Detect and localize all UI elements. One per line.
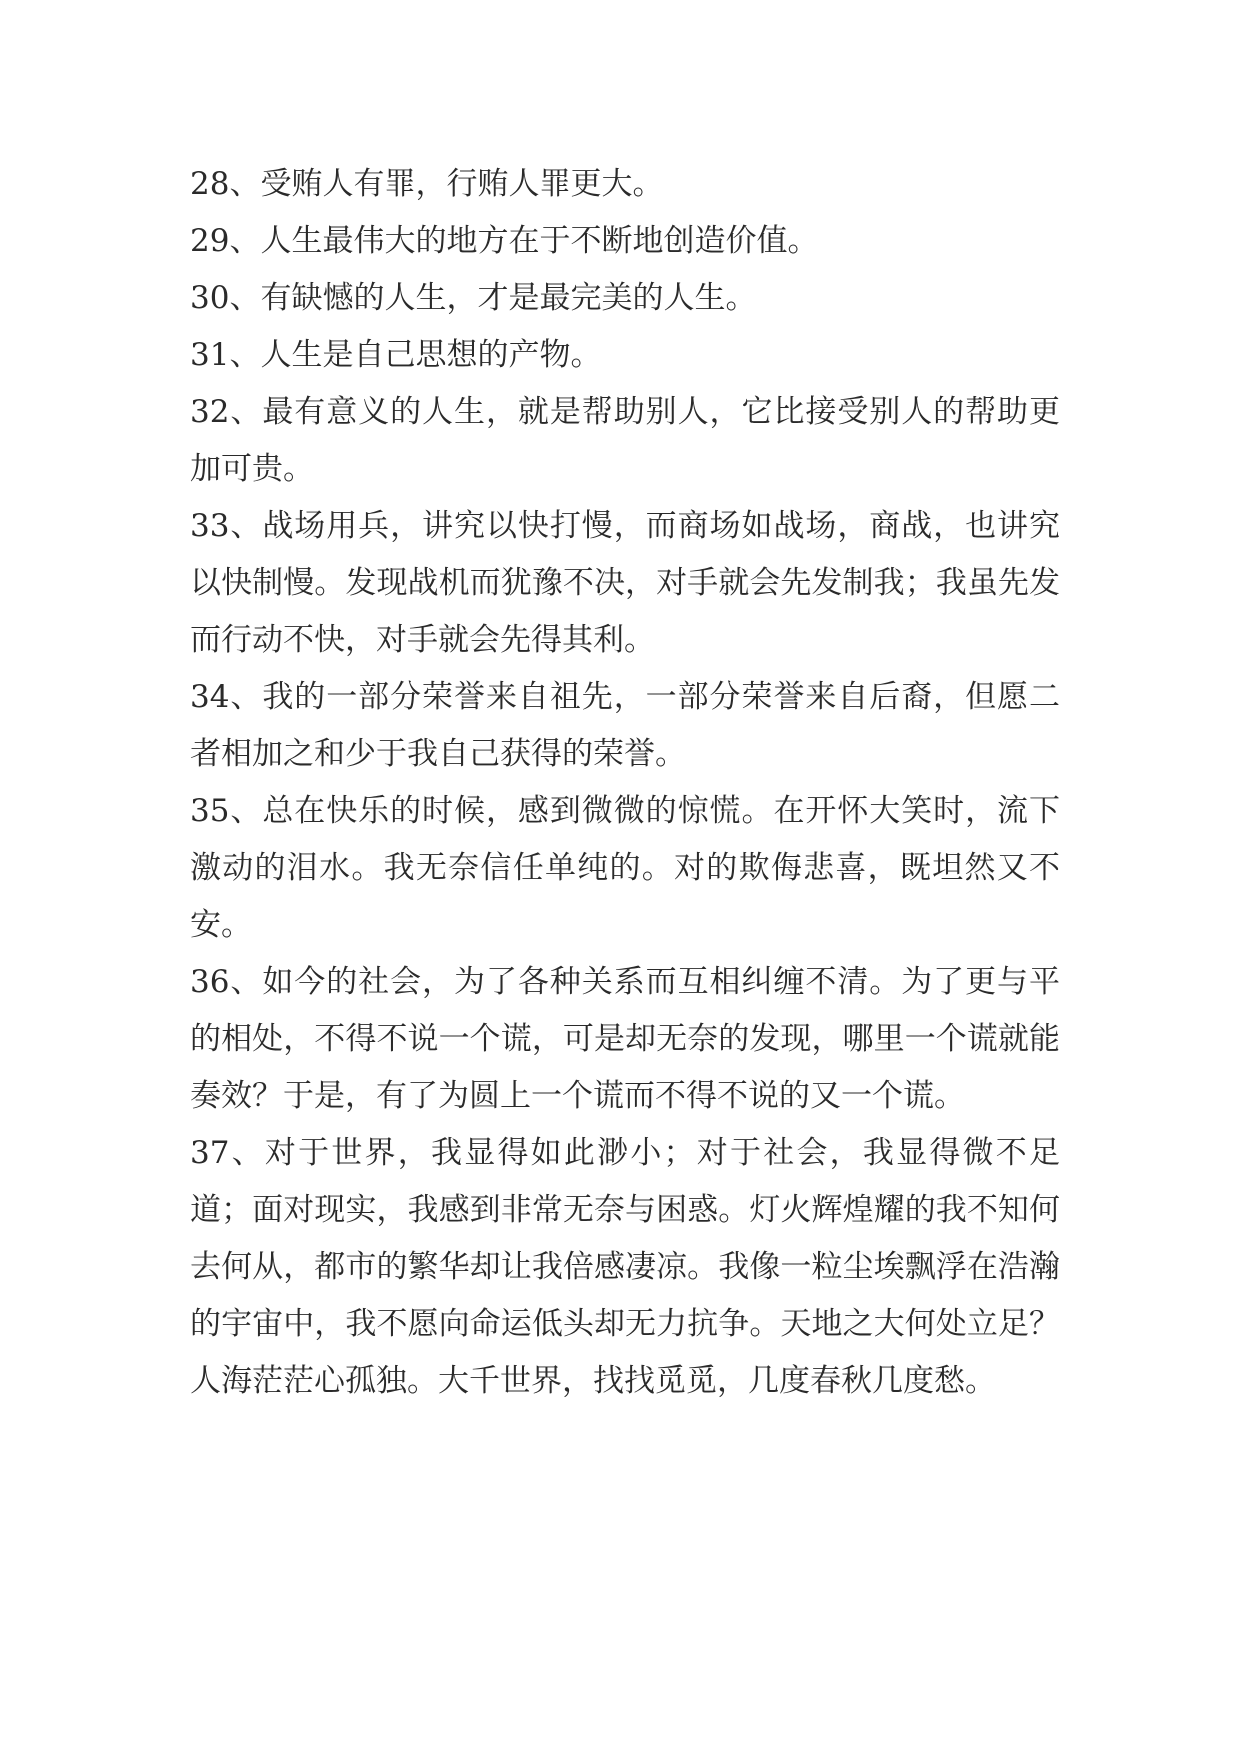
paragraph-37: 37、对于世界，我显得如此渺小；对于社会，我显得微不足道；面对现实，我感到非常无奈与困惑。灯火辉煌耀的我不知何去何从，都市的繁华却让我倍感凄凉。我像一粒尘埃飘浮在浩瀚的宇宙中，我不愿向命运低头却无力抗争。天地之大何处立足？人海茫茫心孤独。大千世界，找找觅觅，几度春秋几度愁。 [190,1135,1060,1399]
paragraph-30: 30、有缺憾的人生，才是最完美的人生。 [190,280,757,316]
paragraph-34: 34、我的一部分荣誉来自祖先，一部分荣誉来自后裔，但愿二者相加之和少于我自己获得的荣誉。 [190,679,1060,772]
paragraph-33: 33、战场用兵，讲究以快打慢，而商场如战场，商战，也讲究以快制慢。发现战机而犹豫不决，对手就会先发制我；我虽先发而行动不快，对手就会先得其利。 [190,508,1060,658]
paragraph-31: 31、人生是自己思想的产物。 [190,337,602,373]
paragraph-36: 36、如今的社会，为了各种关系而互相纠缠不清。为了更与平的相处，不得不说一个谎，可是却无奈的发现，哪里一个谎就能奏效？于是，有了为圆上一个谎而不得不说的又一个谎。 [190,964,1060,1114]
paragraph-29: 29、人生最伟大的地方在于不断地创造价值。 [190,223,819,259]
paragraph-35: 35、总在快乐的时候，感到微微的惊慌。在开怀大笑时，流下激动的泪水。我无奈信任单纯的。对的欺侮悲喜，既坦然又不安。 [190,793,1060,943]
paragraph-28: 28、受贿人有罪，行贿人罪更大。 [190,166,664,202]
paragraph-32: 32、最有意义的人生，就是帮助别人，它比接受别人的帮助更加可贵。 [190,394,1060,487]
document-body [190,156,1060,1410]
